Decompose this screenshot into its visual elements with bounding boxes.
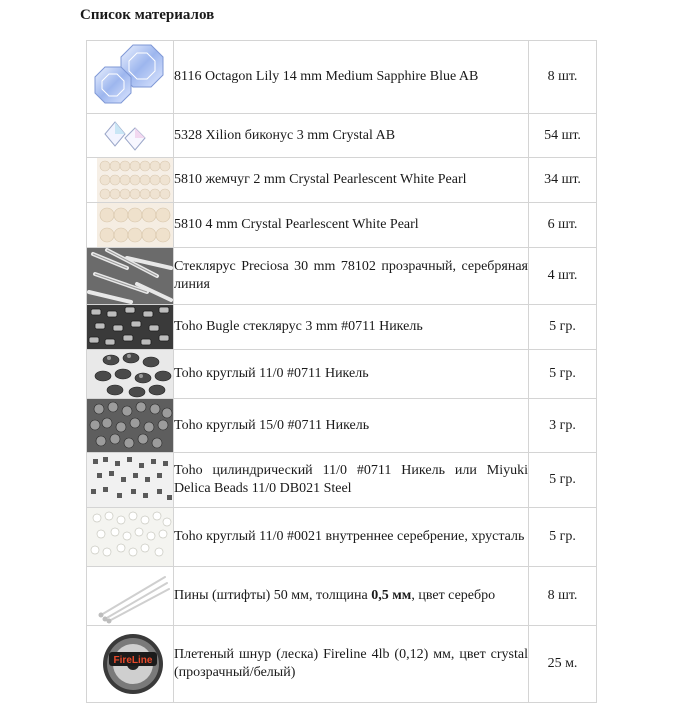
item-name: 8116 Octagon Lily 14 mm Medium Sapphire Blue AB	[174, 41, 529, 114]
item-quantity: 4 шт.	[529, 248, 597, 305]
silver-lined-beads-icon	[87, 508, 173, 566]
thumbnail-cell	[87, 567, 174, 626]
item-quantity: 5 гр.	[529, 453, 597, 508]
item-name: 5810 жемчуг 2 mm Crystal Pearlescent White Pearl	[174, 158, 529, 203]
item-name: Стеклярус Preciosa 30 mm 78102 прозрачный, серебряная линия	[174, 248, 529, 305]
bugle-beads-short-icon	[87, 305, 173, 349]
thumbnail-cell	[87, 508, 174, 567]
thumbnail-cell	[87, 248, 174, 305]
item-quantity: 25 м.	[529, 626, 597, 703]
spool-label: FireLine	[113, 655, 153, 666]
item-quantity: 5 гр.	[529, 305, 597, 350]
item-name-bold: 0,5 мм	[371, 588, 412, 603]
item-quantity: 34 шт.	[529, 158, 597, 203]
thumbnail-cell	[87, 453, 174, 508]
thumbnail-cell	[87, 158, 174, 203]
item-name-before: Пины (штифты) 50 мм, толщина	[174, 588, 372, 603]
thumbnail-cell	[87, 114, 174, 158]
item-quantity: 6 шт.	[529, 203, 597, 248]
item-name: Toho цилиндрический 11/0 #0711 Никель или Miyuki Delica Beads 11/0 DB021 Steel	[174, 453, 529, 508]
table-row	[87, 248, 597, 305]
item-quantity: 8 шт.	[529, 567, 597, 626]
item-name: Toho круглый 11/0 #0711 Никель	[174, 350, 529, 399]
seed-beads-icon	[87, 350, 173, 398]
item-quantity: 3 гр.	[529, 399, 597, 453]
bugle-beads-long-icon	[87, 248, 173, 304]
thumbnail-cell	[87, 399, 174, 453]
thumbnail-cell	[87, 203, 174, 248]
thumbnail-cell	[87, 350, 174, 399]
table-row	[87, 41, 597, 114]
item-quantity: 5 гр.	[529, 350, 597, 399]
page-title: Список материалов	[80, 7, 215, 23]
item-name-after: , цвет серебро	[411, 588, 496, 603]
item-name: Toho круглый 15/0 #0711 Никель	[174, 399, 529, 453]
bicone-crystal-icon	[87, 114, 173, 157]
item-name: Toho Bugle стеклярус 3 mm #0711 Никель	[174, 305, 529, 350]
pearl-strand-icon	[87, 158, 173, 202]
table-row	[87, 399, 597, 453]
table-row	[87, 158, 597, 203]
item-name: 5328 Xilion биконус 3 mm Crystal AB	[174, 114, 529, 158]
table-row	[87, 453, 597, 508]
table-row	[87, 203, 597, 248]
head-pins-icon	[87, 567, 173, 625]
octagon-crystal-icon	[87, 41, 173, 113]
table-row	[87, 626, 597, 703]
seed-beads-icon	[87, 399, 173, 452]
thumbnail-cell	[87, 41, 174, 114]
item-quantity: 54 шт.	[529, 114, 597, 158]
materials-table	[86, 40, 597, 703]
thumbnail-cell	[87, 626, 174, 703]
item-name	[174, 567, 529, 626]
item-name: Плетеный шнур (леска) Fireline 4lb (0,12) мм, цвет crystal (прозрачный/белый)	[174, 626, 529, 703]
item-name: 5810 4 mm Crystal Pearlescent White Pearl	[174, 203, 529, 248]
table-row	[87, 567, 597, 626]
item-name: Toho круглый 11/0 #0021 внутреннее серебрение, хрусталь	[174, 508, 529, 567]
fireline-spool-icon	[87, 626, 173, 702]
thumbnail-cell	[87, 305, 174, 350]
table-row	[87, 305, 597, 350]
table-row	[87, 114, 597, 158]
table-row	[87, 508, 597, 567]
item-quantity: 8 шт.	[529, 41, 597, 114]
pearl-strand-icon	[87, 203, 173, 247]
item-quantity: 5 гр.	[529, 508, 597, 567]
table-row	[87, 350, 597, 399]
cylinder-beads-icon	[87, 453, 173, 507]
